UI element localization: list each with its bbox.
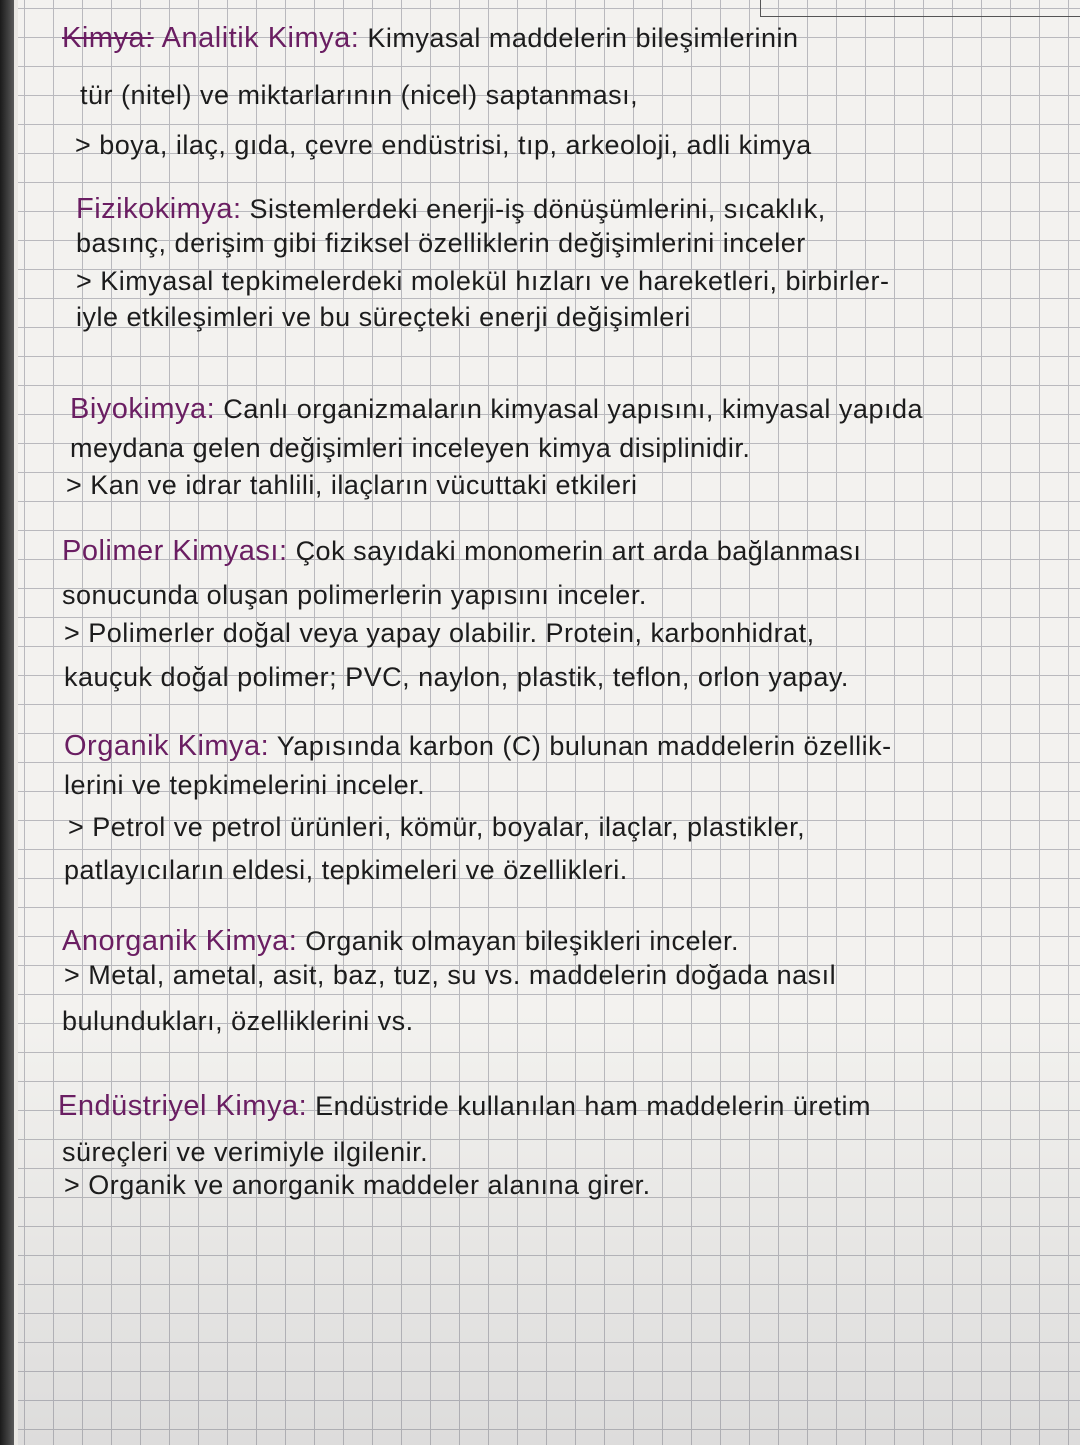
note-line: bulundukları, özelliklerini vs.	[62, 1006, 414, 1036]
note-text: Sistemlerdeki enerji-iş dönüşümlerini, sıcaklık,	[249, 194, 826, 224]
note-line: sonucunda oluşan polimerlerin yapısını inceler.	[62, 580, 647, 610]
section-anorganik-heading-line	[62, 925, 739, 958]
note-line: kauçuk doğal polimer; PVC, naylon, plastik, teflon, orlon yapay.	[64, 662, 849, 692]
section-title: Anorganik Kimya:	[62, 925, 298, 957]
section-fizikokimya-heading-line	[76, 193, 826, 226]
section-biyokimya-heading-line	[70, 393, 923, 426]
section-title: Polimer Kimyası:	[62, 535, 288, 567]
section-title: Analitik Kimya:	[161, 22, 360, 54]
note-line: > Petrol ve petrol ürünleri, kömür, boyalar, ilaçlar, plastikler,	[68, 812, 806, 842]
section-title: Fizikokimya:	[76, 193, 242, 225]
note-line: > Organik ve anorganik maddeler alanına girer.	[64, 1170, 651, 1200]
note-text: Yapısında karbon (C) bulunan maddelerin özellik-	[276, 731, 892, 761]
note-line: > Polimerler doğal veya yapay olabilir. Protein, karbonhidrat,	[64, 618, 815, 648]
note-text: Çok sayıdaki monomerin art arda bağlanması	[295, 536, 862, 566]
note-text: Organik olmayan bileşikleri inceler.	[305, 926, 739, 956]
section-analitik-heading-line	[62, 22, 799, 55]
note-line: basınç, derişim gibi fiziksel özelliklerin değişimlerini inceler	[76, 228, 806, 258]
note-line: meydana gelen değişimleri inceleyen kimya disiplinidir.	[70, 433, 751, 463]
note-line: > Metal, ametal, asit, baz, tuz, su vs. maddelerin doğada nasıl	[64, 960, 837, 990]
note-line: lerini ve tepkimelerini inceler.	[64, 770, 426, 800]
note-text: Endüstride kullanılan ham maddelerin üretim	[315, 1091, 871, 1121]
note-line: tür (nitel) ve miktarlarının (nicel) saptanması,	[80, 80, 639, 110]
note-text: Kimyasal maddelerin bileşimlerinin	[367, 23, 799, 53]
section-title: Biyokimya:	[70, 393, 216, 425]
header-box	[760, 0, 1080, 17]
note-line: > boya, ilaç, gıda, çevre endüstrisi, tıp, arkeoloji, adli kimya	[75, 130, 812, 160]
note-line: > Kimyasal tepkimelerdeki molekül hızları ve hareketleri, birbirler-	[76, 266, 890, 296]
note-line: patlayıcıların eldesi, tepkimeleri ve özellikleri.	[64, 855, 628, 885]
crossed-out-word: Kimya:	[62, 22, 154, 54]
section-endustriyel-heading-line	[58, 1090, 871, 1123]
section-polimer-heading-line	[62, 535, 861, 568]
section-organik-heading-line	[64, 730, 892, 763]
section-title: Organik Kimya:	[64, 730, 270, 762]
notebook-binding-edge	[0, 0, 14, 1445]
note-line: > Kan ve idrar tahlili, ilaçların vücuttaki etkileri	[66, 470, 638, 500]
note-line: iyle etkileşimleri ve bu süreçteki enerji değişimleri	[76, 302, 691, 332]
note-text: Canlı organizmaların kimyasal yapısını, kimyasal yapıda	[223, 394, 924, 424]
note-line: süreçleri ve verimiyle ilgilenir.	[62, 1137, 429, 1167]
section-title: Endüstriyel Kimya:	[58, 1090, 308, 1122]
